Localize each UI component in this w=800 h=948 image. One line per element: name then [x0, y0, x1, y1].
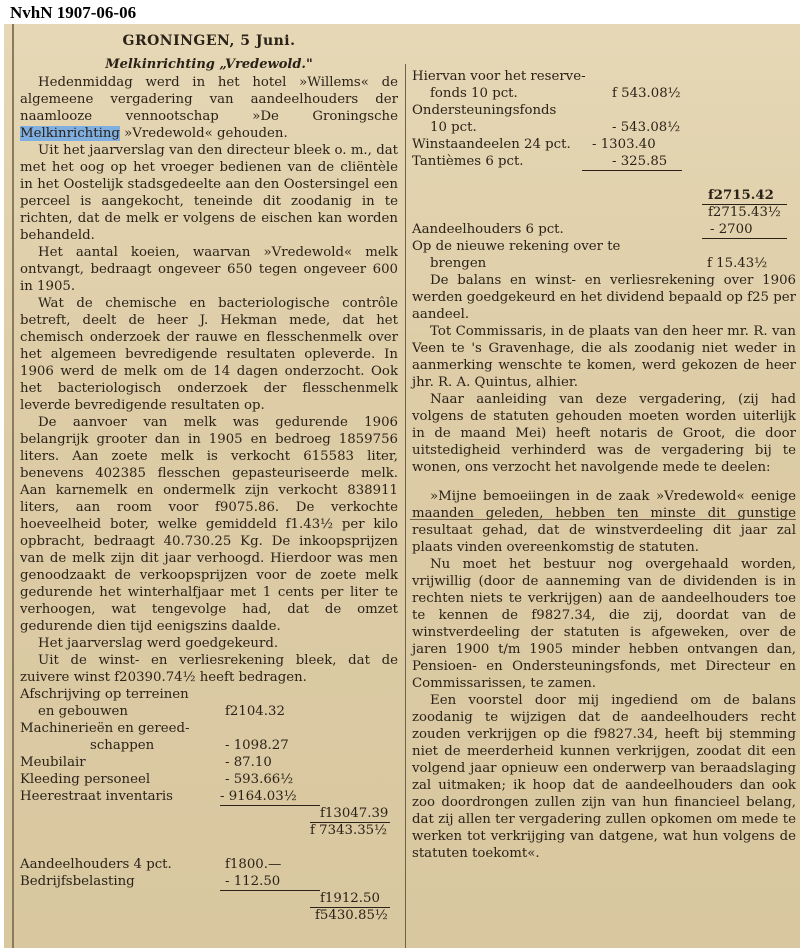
account-label: Afschrijving op terreinen [20, 687, 189, 702]
opening-text: Hedenmiddag werd in het hotel »Willems« de algemeene vergadering van aandeelhouders der naamlooze vennootschap »De Groningsche [20, 75, 398, 124]
total-amount: f1912.50 [320, 891, 380, 906]
paragraph-opening [20, 74, 398, 142]
account-amount: f 15.43½ [707, 256, 768, 271]
total-row [20, 890, 398, 907]
account-label: Hiervan voor het reserve- [412, 69, 586, 84]
opening-text-end: »Vredewold« gehouden. [119, 126, 288, 141]
account-row [20, 754, 398, 771]
account-row [412, 153, 796, 170]
newspaper-clipping [4, 24, 800, 948]
account-row [20, 873, 398, 890]
account-label: Machinerieën en gereed- [20, 721, 190, 736]
account-amount: - 1303.40 [592, 137, 656, 152]
article-subhead: Melkinrichting „Vredewold." [105, 57, 313, 72]
source-label: NvhN 1907-06-06 [10, 3, 137, 22]
account-row [20, 686, 398, 703]
account-label: Bedrijfsbelasting [20, 874, 135, 889]
account-amount: f 543.08½ [612, 86, 681, 101]
search-highlight: Melkinrichting [20, 126, 120, 141]
paragraph-commissioner: Tot Commissaris, in de plaats van den heer mr. R. van Veen te 's Gravenhage, die als zoodanig niet weder in aanmerking wenschte te komen, werd gekozen de heer jhr. R. A. Quintus, alhier. [412, 324, 796, 390]
dateline: GRONINGEN, 5 Juni. [122, 33, 296, 49]
account-amount: - 112.50 [225, 874, 281, 889]
total-amount: f13047.39 [320, 806, 389, 821]
account-row [20, 720, 398, 737]
account-row [412, 102, 796, 119]
total-amount: f2715.42 [708, 188, 774, 203]
column-separator [405, 64, 406, 948]
account-row [412, 221, 796, 238]
account-row [412, 85, 796, 102]
account-label: Aandeelhouders 4 pct. [20, 857, 172, 872]
account-amount: - 593.66½ [225, 772, 294, 787]
account-label: Ondersteuningsfonds [412, 103, 557, 118]
paragraph-letter-1: »Mijne bemoeiingen in de zaak »Vredewold« eenige maanden geleden, hebben ten minste dit gunstige resultaat gehad, dat de winstverdeeling dit jaar zal plaats vinden overeenkomstig de statuten. [412, 489, 796, 555]
account-label: fonds 10 pct. [430, 86, 518, 101]
total-row [412, 204, 796, 221]
account-amount: f2104.32 [225, 704, 285, 719]
paragraph-letter-2: Nu moet het bestuur nog overgehaald worden, vrijwillig (door de aanneming van de dividenden is in rechten niets te verkrijgen) aan de aandeelhouders toe te kennen de f9827.34, die zij, doordat van de winstverdeeling der statuten is afgeweken, over de jaren 1900 t/m 1905 minder hebben ontvangen dan, Pensioen- en Ondersteuningsfonds, met Directeur en Commissarissen, te zamen. [412, 557, 796, 691]
account-label: Winstaandeelen 24 pct. [412, 137, 571, 152]
total-amount: f5430.85½ [315, 908, 388, 923]
total-row [20, 822, 398, 839]
account-row [20, 771, 398, 788]
total-amount: f 7343.35½ [310, 823, 388, 838]
paragraph-profit: Uit de winst- en verliesrekening bleek, dat de zuivere winst f20390.74½ heeft bedragen. [20, 653, 398, 685]
left-column [20, 24, 398, 924]
account-label: schappen [90, 738, 155, 753]
paragraph-letter-3: Een voorstel door mij ingediend om de balans zoodanig te wijzigen dat de aandeelhouders recht zouden verkrijgen op die f9827.34, heeft bij stemming niet de meerderheid kunnen verkrijgen, zoodat dit een volgend jaar opnieuw een onderwerp van beraadslaging zal uitmaken; ik hoop dat de aandeelhouders dan ook zoo doordrongen zullen zijn van hun financieel belang, dat zij allen ter vergadering zullen opkomen om mede te werken tot verkrijging van datgene, wat hun volgens de statuten toekomt«. [412, 693, 796, 861]
paragraph-balance: De balans en winst- en verliesrekening over 1906 werden goedgekeurd en het dividend bepaald op f25 per aandeel. [412, 273, 796, 322]
account-row [20, 788, 398, 805]
account-row [412, 255, 796, 272]
paragraph-supply: De aanvoer van melk was gedurende 1906 belangrijk grooter dan in 1905 en bedroeg 1859756 liters. Aan zoete melk is verkocht 615583 liter, benevens 402385 flesschen gepasteuriseerde melk. Aan karnemelk en ondermelk zijn verkocht 838911 liters, aan room voor f9075.86. De verkochte hoeveelheid boter, welke gemiddeld f1.43½ per kilo opbracht, bedraagt 40.730.25 Kg. De inkoopsprijzen van de melk zijn dit jaar verhoogd. Hierdoor was men genoodzaakt de verkoopsprijzen voor de zoete melk gedurende het winterhalfjaar met 1 cents per liter te verhoogen, wat tengevolge had, dat de omzet gedurende dien tijd eenigszins daalde. [20, 415, 398, 634]
account-label: Tantièmes 6 pct. [412, 154, 524, 169]
account-row [20, 737, 398, 754]
account-amount: - 9164.03½ [220, 789, 297, 804]
account-row [412, 238, 796, 255]
account-amount: - 2700 [710, 222, 753, 237]
account-row [20, 856, 398, 873]
account-amount: - 543.08½ [612, 120, 681, 135]
account-label: brengen [430, 256, 487, 271]
total-row [20, 907, 398, 924]
account-row [412, 119, 796, 136]
account-row [412, 68, 796, 85]
total-row [412, 187, 796, 204]
paragraph-annual-report: Uit het jaarverslag van den directeur bleek o. m., dat met het oog op het vroeger bedienen van de cliëntèle in het Oostelijk stadsgedeelte aan den Oostersingel een perceel is aangekocht, teneinde dit zoodanig in te richten, dat de melk er volgens de eischen kan worden behandeld. [20, 143, 398, 243]
account-label: Op de nieuwe rekening over te [412, 239, 621, 254]
accounts-table-1 [20, 686, 398, 924]
account-label: Heerestraat inventaris [20, 789, 173, 804]
account-row [20, 703, 398, 720]
paragraph-cows: Het aantal koeien, waarvan »Vredewold« melk ontvangt, bedraagt ongeveer 650 tegen ongeveer 600 in 1905. [20, 245, 398, 294]
paragraph-control: Wat de chemische en bacteriologische contrôle betreft, deelt de heer J. Hekman mede, dat het chemisch onderzoek der rauwe en flesschenmelk over het algemeen bevredigende resultaten opleverde. In 1906 werd de melk om de 14 dagen onderzocht. Ook het bacteriologisch onderzoek der flesschenmelk leverde bevredigende resultaten op. [20, 296, 398, 413]
account-label: Meubilair [20, 755, 86, 770]
account-label: Kleeding personeel [20, 772, 151, 787]
right-column [412, 68, 796, 862]
total-amount: f2715.43½ [708, 205, 781, 220]
account-label: Aandeelhouders 6 pct. [412, 222, 564, 237]
accounts-table-2 [412, 68, 796, 272]
account-amount: f1800.— [225, 857, 282, 872]
spacer-row [412, 170, 796, 187]
total-row [20, 805, 398, 822]
account-amount: - 87.10 [225, 755, 272, 770]
account-row [412, 136, 796, 153]
account-label: en gebouwen [38, 704, 128, 719]
spacer-row [20, 839, 398, 856]
gap [412, 476, 796, 488]
paragraph-approved: Het jaarverslag werd goedgekeurd. [38, 636, 279, 651]
paragraph-notary: Naar aanleiding van deze vergadering, (zij had volgens de statuten gehouden moeten worden uiterlijk in de maand Mei) heeft notaris de Groot, die door uitstedigheid verhinderd was de vergadering bij te wonen, ons verzocht het navolgende mede te deelen: [412, 392, 796, 475]
account-amount: - 1098.27 [225, 738, 289, 753]
account-label: 10 pct. [430, 120, 477, 135]
left-margin-rule [12, 24, 14, 948]
account-amount: - 325.85 [612, 154, 668, 169]
